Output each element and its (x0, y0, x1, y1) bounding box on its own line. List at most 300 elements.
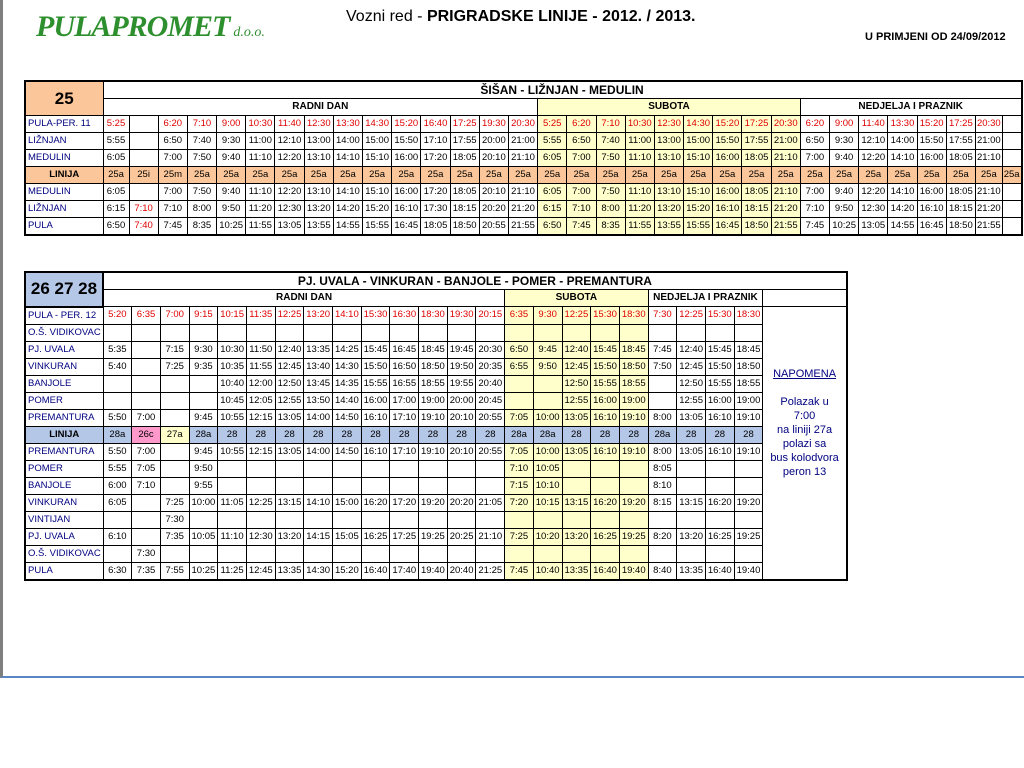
time-cell: 14:25 (333, 341, 362, 358)
time-cell (304, 511, 333, 528)
time-cell: 14:00 (304, 409, 333, 426)
time-cell: 9:00 (830, 116, 859, 133)
time-cell: 19:50 (447, 358, 476, 375)
time-cell (705, 477, 734, 494)
line-code: 28 (333, 426, 362, 443)
time-cell: 8:00 (187, 201, 216, 218)
stop-name: VINKURAN (25, 494, 103, 511)
time-cell (476, 324, 505, 341)
time-cell: 17:55 (946, 133, 975, 150)
time-cell (361, 545, 390, 562)
time-cell: 18:30 (619, 307, 648, 325)
title-bold: PRIGRADSKE LINIJE - 2012. / 2013. (426, 8, 696, 25)
time-cell: 11:20 (625, 201, 654, 218)
time-cell: 16:20 (705, 494, 734, 511)
time-cell: 8:20 (648, 528, 677, 545)
time-cell: 18:05 (742, 150, 771, 167)
time-cell: 16:00 (917, 184, 946, 201)
time-cell: 5:35 (103, 341, 132, 358)
time-cell: 21:00 (975, 133, 1002, 150)
empty-cell (1002, 150, 1021, 167)
time-cell: 19:20 (734, 494, 763, 511)
time-cell: 20:00 (447, 392, 476, 409)
time-cell: 16:10 (591, 443, 620, 460)
time-cell (677, 477, 706, 494)
time-cell: 5:55 (103, 133, 129, 150)
line-code: 25a (946, 167, 975, 184)
time-cell: 6:50 (800, 133, 829, 150)
time-cell: 19:20 (419, 494, 448, 511)
time-cell: 21:10 (508, 184, 537, 201)
line-code: 25a (538, 167, 567, 184)
time-cell: 13:10 (304, 150, 333, 167)
line-code: 25a (713, 167, 742, 184)
time-cell: 15:50 (392, 133, 421, 150)
line-code: 25a (859, 167, 888, 184)
time-cell: 13:05 (562, 443, 591, 460)
time-cell: 13:15 (275, 494, 304, 511)
line-code: 25a (1002, 167, 1021, 184)
time-cell: 13:35 (304, 341, 333, 358)
time-cell: 9:30 (189, 341, 218, 358)
time-cell: 13:30 (888, 116, 917, 133)
time-cell: 14:50 (333, 409, 362, 426)
time-cell: 18:30 (419, 307, 448, 325)
time-cell: 12:30 (246, 528, 275, 545)
line-code: 25a (450, 167, 479, 184)
stop-name: LIŽNJAN (25, 133, 103, 150)
table-row (25, 494, 847, 511)
time-cell: 8:40 (648, 562, 677, 580)
time-cell: 18:50 (619, 358, 648, 375)
time-cell: 12:40 (275, 341, 304, 358)
time-cell (304, 545, 333, 562)
table-row (25, 358, 847, 375)
section-weekday: RADNI DAN (103, 99, 538, 116)
time-cell (734, 545, 763, 562)
time-cell: 10:15 (533, 494, 562, 511)
time-cell: 7:10 (158, 201, 187, 218)
time-cell: 13:40 (304, 358, 333, 375)
time-cell: 16:00 (713, 184, 742, 201)
time-cell: 7:45 (800, 218, 829, 236)
time-cell (275, 545, 304, 562)
time-cell: 5:50 (103, 409, 132, 426)
time-cell: 18:45 (619, 341, 648, 358)
time-cell (333, 511, 362, 528)
time-cell: 7:05 (505, 443, 534, 460)
table-row (25, 184, 1022, 201)
time-cell: 17:20 (421, 150, 450, 167)
time-cell: 13:20 (275, 528, 304, 545)
time-cell (246, 511, 275, 528)
time-cell: 13:05 (275, 218, 304, 236)
time-cell: 7:50 (187, 184, 216, 201)
time-cell: 16:10 (361, 443, 390, 460)
time-cell: 7:30 (132, 545, 161, 562)
line-code: 28 (246, 426, 275, 443)
time-cell: 12:55 (275, 392, 304, 409)
time-cell (160, 324, 189, 341)
time-cell: 20:10 (479, 184, 508, 201)
time-cell (304, 324, 333, 341)
time-cell: 11:05 (218, 494, 247, 511)
time-cell (505, 324, 534, 341)
time-cell (132, 358, 161, 375)
time-cell (533, 324, 562, 341)
time-cell: 6:05 (538, 150, 567, 167)
time-cell (619, 545, 648, 562)
time-cell: 9:00 (217, 116, 246, 133)
time-cell (447, 477, 476, 494)
time-cell: 7:20 (505, 494, 534, 511)
time-cell: 6:00 (103, 477, 132, 494)
stop-name: BANJOLE (25, 375, 103, 392)
time-cell: 5:25 (538, 116, 567, 133)
route-title: PJ. UVALA - VINKURAN - BANJOLE - POMER - PREMANTURA (103, 272, 847, 290)
time-cell: 18:45 (419, 341, 448, 358)
time-cell (562, 545, 591, 562)
time-cell: 17:10 (390, 443, 419, 460)
line-code: 28 (734, 426, 763, 443)
time-cell (447, 324, 476, 341)
table-row (25, 307, 847, 325)
line-code: 28 (591, 426, 620, 443)
time-cell: 17:10 (421, 133, 450, 150)
title-prefix: Vozni red - (346, 8, 427, 25)
time-cell: 13:05 (677, 443, 706, 460)
time-cell: 7:10 (505, 460, 534, 477)
line-code: 28 (361, 426, 390, 443)
time-cell: 7:00 (567, 150, 596, 167)
time-cell (390, 545, 419, 562)
time-cell: 17:10 (390, 409, 419, 426)
time-cell: 15:50 (591, 358, 620, 375)
time-cell: 11:10 (218, 528, 247, 545)
time-cell: 15:20 (713, 116, 742, 133)
time-cell: 17:25 (946, 116, 975, 133)
time-cell (677, 511, 706, 528)
time-cell: 16:10 (917, 201, 946, 218)
time-cell: 13:10 (304, 184, 333, 201)
time-cell: 13:35 (562, 562, 591, 580)
time-cell: 10:30 (218, 341, 247, 358)
time-cell: 12:10 (275, 133, 304, 150)
time-cell: 11:55 (625, 218, 654, 236)
time-cell: 16:10 (713, 201, 742, 218)
time-cell: 6:05 (103, 494, 132, 511)
time-cell (505, 545, 534, 562)
table-row (25, 218, 1022, 236)
time-cell (160, 545, 189, 562)
time-cell: 13:55 (304, 218, 333, 236)
line-code: 25a (217, 167, 246, 184)
table-row (25, 116, 1022, 133)
line-code: 28a (533, 426, 562, 443)
time-cell (246, 477, 275, 494)
time-cell (275, 324, 304, 341)
time-cell: 16:25 (705, 528, 734, 545)
time-cell: 9:30 (217, 133, 246, 150)
time-cell: 18:05 (450, 150, 479, 167)
line-code: 28 (677, 426, 706, 443)
time-cell: 7:00 (132, 409, 161, 426)
time-cell: 21:25 (476, 562, 505, 580)
line-code: 25a (275, 167, 304, 184)
time-cell: 10:15 (218, 307, 247, 325)
table-row (25, 443, 847, 460)
time-cell: 13:05 (677, 409, 706, 426)
time-cell (218, 545, 247, 562)
table-row (25, 409, 847, 426)
line-code: 25a (392, 167, 421, 184)
time-cell: 5:55 (103, 460, 132, 477)
time-cell: 21:00 (771, 133, 800, 150)
line-code: 26c (132, 426, 161, 443)
line-code: 25a (508, 167, 537, 184)
time-cell: 16:10 (705, 409, 734, 426)
line-code: 25a (596, 167, 625, 184)
time-cell (419, 545, 448, 562)
time-cell: 12:25 (562, 307, 591, 325)
valid-from-date: U PRIMJENI OD 24/09/2012 (865, 31, 1006, 43)
time-cell: 18:55 (419, 375, 448, 392)
time-cell (705, 324, 734, 341)
time-cell: 20:55 (476, 443, 505, 460)
time-cell: 12:50 (677, 375, 706, 392)
time-cell: 17:20 (390, 494, 419, 511)
time-cell (304, 460, 333, 477)
time-cell: 16:40 (361, 562, 390, 580)
time-cell: 19:55 (447, 375, 476, 392)
table-row (25, 392, 847, 409)
time-cell: 11:50 (246, 341, 275, 358)
note-line: peron 13 (782, 466, 827, 478)
line-code: 25a (800, 167, 829, 184)
time-cell: 11:40 (275, 116, 304, 133)
time-cell: 8:15 (648, 494, 677, 511)
time-cell: 15:55 (591, 375, 620, 392)
time-cell: 13:10 (654, 150, 683, 167)
table-row (25, 201, 1022, 218)
time-cell: 19:30 (447, 307, 476, 325)
time-cell: 20:20 (447, 494, 476, 511)
time-cell: 13:05 (275, 443, 304, 460)
time-cell: 7:10 (596, 116, 625, 133)
time-cell: 15:20 (363, 201, 392, 218)
time-cell: 6:50 (103, 218, 129, 236)
time-cell: 9:50 (217, 201, 246, 218)
time-cell: 7:50 (596, 150, 625, 167)
time-cell (562, 511, 591, 528)
time-cell: 7:40 (596, 133, 625, 150)
time-cell (705, 545, 734, 562)
time-cell: 20:10 (447, 443, 476, 460)
time-cell (419, 477, 448, 494)
time-cell: 16:00 (392, 150, 421, 167)
empty-cell (1002, 201, 1021, 218)
time-cell: 11:10 (246, 150, 275, 167)
table-row (25, 528, 847, 545)
line-code: 25a (625, 167, 654, 184)
time-cell: 14:30 (333, 358, 362, 375)
table-row (25, 477, 847, 494)
section-saturday: SUBOTA (538, 99, 801, 116)
time-cell: 6:05 (103, 150, 129, 167)
time-cell: 18:15 (946, 201, 975, 218)
time-cell: 14:50 (333, 443, 362, 460)
time-cell (160, 460, 189, 477)
time-cell: 16:40 (421, 116, 450, 133)
time-cell: 14:15 (304, 528, 333, 545)
line-code: 28 (562, 426, 591, 443)
time-cell: 16:00 (917, 150, 946, 167)
time-cell: 19:25 (734, 528, 763, 545)
time-cell: 10:30 (246, 116, 275, 133)
time-cell (648, 392, 677, 409)
time-cell: 7:30 (160, 511, 189, 528)
time-cell: 19:10 (619, 443, 648, 460)
time-cell: 11:10 (625, 184, 654, 201)
time-cell (533, 545, 562, 562)
time-cell: 21:20 (771, 201, 800, 218)
time-cell (189, 392, 218, 409)
time-cell: 15:45 (591, 341, 620, 358)
time-cell: 18:50 (734, 358, 763, 375)
time-cell (533, 392, 562, 409)
time-cell: 10:35 (218, 358, 247, 375)
time-cell: 6:10 (103, 528, 132, 545)
time-cell: 21:10 (771, 184, 800, 201)
time-cell: 16:20 (361, 494, 390, 511)
time-cell: 20:30 (508, 116, 537, 133)
time-cell (619, 324, 648, 341)
time-cell: 9:15 (189, 307, 218, 325)
line-code: 25a (567, 167, 596, 184)
line-code: 28a (189, 426, 218, 443)
time-cell (246, 460, 275, 477)
time-cell: 21:20 (975, 201, 1002, 218)
time-cell (619, 511, 648, 528)
table-row (25, 545, 847, 562)
time-cell (218, 324, 247, 341)
time-cell: 17:55 (742, 133, 771, 150)
time-cell: 12:40 (562, 341, 591, 358)
line-code: 25m (158, 167, 187, 184)
time-cell: 13:15 (562, 494, 591, 511)
time-cell: 21:10 (771, 150, 800, 167)
note-line: 7:00 (793, 410, 816, 422)
time-cell: 13:05 (275, 409, 304, 426)
time-cell: 14:10 (333, 307, 362, 325)
line-code: 25a (246, 167, 275, 184)
time-cell: 9:30 (830, 133, 859, 150)
time-cell: 7:10 (132, 477, 161, 494)
time-cell: 14:30 (304, 562, 333, 580)
time-cell (390, 460, 419, 477)
time-cell: 12:40 (677, 341, 706, 358)
time-cell: 21:00 (508, 133, 537, 150)
note-line: na liniji 27a (777, 424, 833, 436)
time-cell: 12:45 (246, 562, 275, 580)
table-row (25, 511, 847, 528)
time-cell: 19:40 (419, 562, 448, 580)
line-code: 28 (419, 426, 448, 443)
time-cell: 11:55 (246, 218, 275, 236)
time-cell: 18:50 (419, 358, 448, 375)
time-cell: 21:55 (975, 218, 1002, 236)
time-cell: 13:45 (304, 375, 333, 392)
time-cell (246, 324, 275, 341)
time-cell: 6:50 (505, 341, 534, 358)
time-cell: 16:00 (361, 392, 390, 409)
empty-cell (1002, 218, 1021, 236)
section-sunday: NEDJELJA I PRAZNIK (648, 290, 763, 307)
time-cell: 10:00 (533, 443, 562, 460)
time-cell: 10:00 (533, 409, 562, 426)
time-cell (476, 545, 505, 562)
time-cell: 10:10 (533, 477, 562, 494)
time-cell (160, 443, 189, 460)
time-cell (218, 511, 247, 528)
stop-name: PULA - PER. 12 (25, 307, 103, 325)
time-cell: 7:10 (800, 201, 829, 218)
time-cell (275, 477, 304, 494)
time-cell: 8:00 (648, 409, 677, 426)
time-cell: 7:35 (132, 562, 161, 580)
time-cell (390, 511, 419, 528)
time-cell: 16:45 (392, 218, 421, 236)
time-cell: 15:55 (363, 218, 392, 236)
time-cell: 12:50 (275, 375, 304, 392)
time-cell: 16:50 (390, 358, 419, 375)
time-cell: 19:45 (447, 341, 476, 358)
stop-name: VINTIJAN (25, 511, 103, 528)
note-box (763, 307, 847, 580)
time-cell: 18:05 (450, 184, 479, 201)
time-cell: 20:55 (479, 218, 508, 236)
time-cell: 18:30 (734, 307, 763, 325)
time-cell: 13:20 (562, 528, 591, 545)
time-cell: 7:45 (648, 341, 677, 358)
time-cell (103, 392, 132, 409)
time-cell (619, 460, 648, 477)
time-cell: 20:45 (476, 392, 505, 409)
time-cell (562, 324, 591, 341)
time-cell (218, 460, 247, 477)
time-cell: 12:25 (246, 494, 275, 511)
time-cell: 11:35 (246, 307, 275, 325)
time-cell: 6:15 (538, 201, 567, 218)
time-cell: 6:05 (538, 184, 567, 201)
time-cell: 14:35 (333, 375, 362, 392)
time-cell (103, 545, 132, 562)
empty-cell (1002, 133, 1021, 150)
time-cell (505, 375, 534, 392)
time-cell: 15:00 (363, 133, 392, 150)
time-cell: 10:55 (218, 409, 247, 426)
time-cell (476, 511, 505, 528)
time-cell: 18:50 (946, 218, 975, 236)
time-cell: 9:40 (830, 184, 859, 201)
time-cell (275, 511, 304, 528)
time-cell: 19:20 (619, 494, 648, 511)
line-code: 28 (619, 426, 648, 443)
time-cell: 19:00 (619, 392, 648, 409)
line-code: 25i (129, 167, 158, 184)
time-cell (705, 511, 734, 528)
time-cell: 13:00 (304, 133, 333, 150)
